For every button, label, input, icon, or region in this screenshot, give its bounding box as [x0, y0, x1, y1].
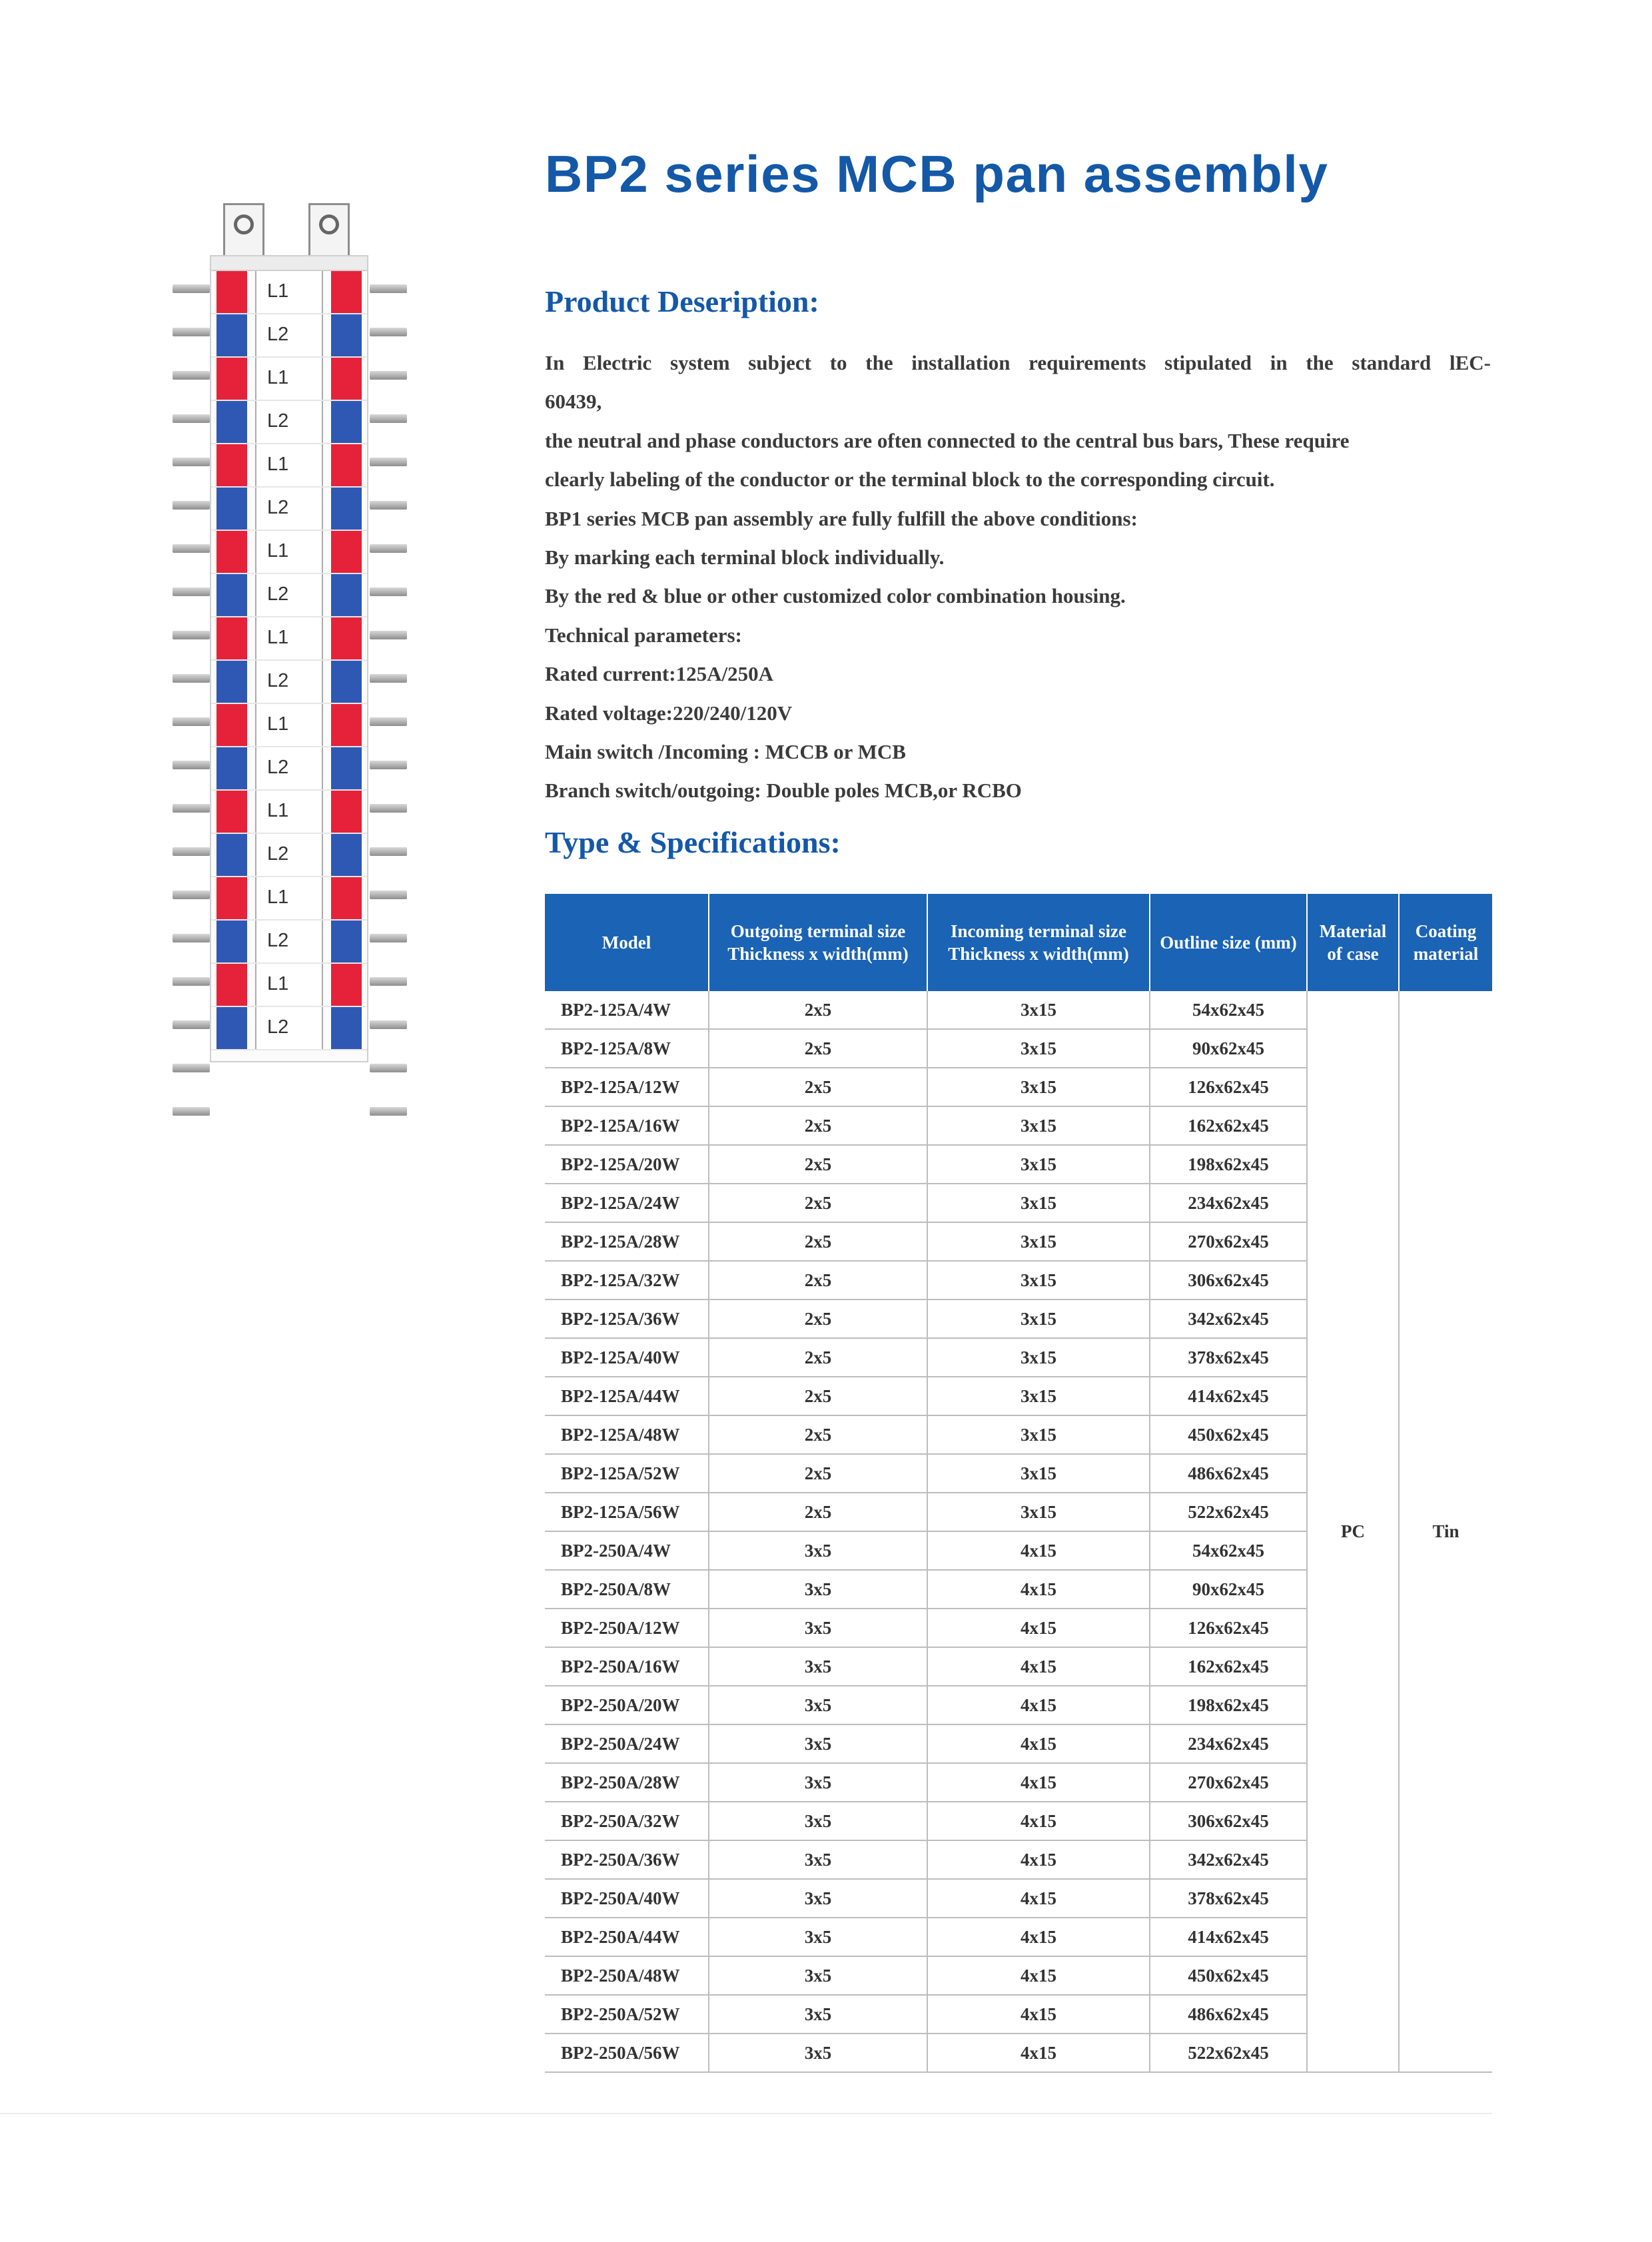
segment-label: L1: [267, 887, 289, 908]
busbar-pin: [173, 674, 210, 683]
busbar-pin: [173, 587, 210, 596]
cell-outline: 198x62x45: [1150, 1686, 1307, 1724]
segment-label: L1: [267, 454, 289, 475]
cell-model: BP2-250A/52W: [545, 1995, 709, 2034]
description-line: Branch switch/outgoing: Double poles MCB,or RCBO: [545, 779, 1022, 803]
cell-outline: 54x62x45: [1150, 1531, 1307, 1570]
color-strip: [216, 531, 247, 573]
busbar-pin: [370, 1107, 407, 1116]
description-line: Technical parameters:: [545, 623, 742, 647]
cell-incoming: 4x15: [927, 1609, 1150, 1647]
terminal-label: [255, 531, 323, 573]
description-line: the neutral and phase conductors are often connected to the central bus bars, These require: [545, 428, 1350, 452]
busbar-pin: [173, 1064, 210, 1072]
cell-outgoing: 2x5: [709, 1493, 927, 1531]
cell-outgoing: 3x5: [709, 1609, 927, 1647]
cell-model: BP2-250A/56W: [545, 2034, 709, 2072]
terminal-label: [255, 964, 323, 1006]
cell-model: BP2-125A/48W: [545, 1415, 709, 1454]
terminal-segment: [211, 617, 367, 661]
cell-outline: 234x62x45: [1150, 1724, 1307, 1763]
cell-outline: 270x62x45: [1150, 1222, 1307, 1261]
color-strip: [216, 834, 247, 876]
cell-outline: 486x62x45: [1150, 1454, 1307, 1493]
cell-outgoing: 3x5: [709, 1956, 927, 1995]
color-strip: [331, 401, 362, 443]
cell-outgoing: 2x5: [709, 1145, 927, 1184]
cell-outgoing: 2x5: [709, 1338, 927, 1377]
product-description: [545, 344, 1491, 811]
color-strip: [331, 314, 362, 356]
color-strip: [216, 791, 247, 833]
cell-incoming: 4x15: [927, 1531, 1150, 1570]
cell-model: BP2-125A/32W: [545, 1261, 709, 1300]
specifications-heading: Type & Specifications:: [545, 825, 841, 859]
terminal-label: [255, 1007, 323, 1049]
cell-model: BP2-125A/28W: [545, 1222, 709, 1261]
cell-model: BP2-125A/40W: [545, 1338, 709, 1377]
terminal-segment: [211, 877, 367, 921]
terminal-segment: [211, 704, 367, 747]
cell-outline: 306x62x45: [1150, 1802, 1307, 1840]
description-line: 60439,: [545, 390, 602, 414]
cell-outgoing: 3x5: [709, 1840, 927, 1879]
cell-outline: 522x62x45: [1150, 2034, 1307, 2072]
color-strip: [216, 314, 247, 356]
terminal-label: [255, 314, 323, 356]
terminal-segment: [211, 401, 367, 444]
segment-label: L2: [267, 670, 289, 691]
color-strip: [331, 661, 362, 703]
terminal-segment: [211, 358, 367, 401]
cell-outgoing: 3x5: [709, 1763, 927, 1802]
color-strip: [331, 747, 362, 789]
color-strip: [216, 747, 247, 789]
color-strip: [331, 1007, 362, 1049]
terminal-label: [255, 704, 323, 746]
cell-incoming: 4x15: [927, 2034, 1150, 2072]
cell-outgoing: 3x5: [709, 1918, 927, 1956]
color-strip: [216, 401, 247, 443]
cell-incoming: 3x15: [927, 1029, 1150, 1068]
cell-outline: 342x62x45: [1150, 1300, 1307, 1338]
busbar-pin: [173, 1020, 210, 1029]
cell-outline: 378x62x45: [1150, 1879, 1307, 1918]
segment-label: L2: [267, 410, 289, 432]
cell-outgoing: 3x5: [709, 2034, 927, 2072]
busbar-pin: [173, 977, 210, 986]
terminal-label: [255, 617, 323, 659]
terminal-segment: [211, 444, 367, 488]
color-strip: [331, 704, 362, 746]
cell-incoming: 4x15: [927, 1840, 1150, 1879]
terminal-lug-right: [308, 203, 350, 263]
terminal-label: [255, 834, 323, 876]
busbar-pin: [370, 674, 407, 683]
color-strip: [331, 791, 362, 833]
busbar-pin: [173, 544, 210, 553]
segment-label: L1: [267, 627, 289, 648]
busbar-pin: [370, 414, 407, 423]
cell-material: PC: [1307, 991, 1399, 2072]
cell-model: BP2-250A/8W: [545, 1570, 709, 1609]
color-strip: [331, 444, 362, 486]
cell-outline: 342x62x45: [1150, 1840, 1307, 1879]
specifications-table: [545, 894, 1492, 2073]
cell-model: BP2-125A/56W: [545, 1493, 709, 1531]
cell-outgoing: 3x5: [709, 1647, 927, 1686]
color-strip: [331, 834, 362, 876]
description-heading: Product Deseription:: [545, 284, 819, 318]
cell-outgoing: 3x5: [709, 1570, 927, 1609]
terminal-segment: [211, 661, 367, 704]
busbar-pin: [370, 371, 407, 380]
segment-label: L2: [267, 497, 289, 518]
cell-incoming: 4x15: [927, 1763, 1150, 1802]
busbar-pin: [370, 977, 407, 986]
color-strip: [216, 921, 247, 962]
cell-model: BP2-250A/24W: [545, 1724, 709, 1763]
color-strip: [216, 964, 247, 1006]
description-line: By the red & blue or other customized color combination housing.: [545, 584, 1126, 608]
terminal-segment: [211, 747, 367, 791]
cell-model: BP2-125A/44W: [545, 1377, 709, 1415]
cell-model: BP2-125A/4W: [545, 991, 709, 1029]
cell-incoming: 3x15: [927, 1068, 1150, 1106]
segment-label: L2: [267, 1016, 289, 1038]
color-strip: [331, 358, 362, 400]
cell-outline: 90x62x45: [1150, 1029, 1307, 1068]
description-line: By marking each terminal block individually.: [545, 546, 945, 569]
terminal-label: [255, 444, 323, 486]
cell-outline: 90x62x45: [1150, 1570, 1307, 1609]
cell-outgoing: 2x5: [709, 1377, 927, 1415]
cell-incoming: 3x15: [927, 1145, 1150, 1184]
cell-outline: 414x62x45: [1150, 1377, 1307, 1415]
cell-outgoing: 3x5: [709, 1995, 927, 2034]
cell-outline: 234x62x45: [1150, 1184, 1307, 1222]
segment-label: L2: [267, 843, 289, 865]
color-strip: [331, 877, 362, 919]
cell-model: BP2-250A/28W: [545, 1763, 709, 1802]
busbar-pin: [370, 328, 407, 336]
busbar-pin: [370, 631, 407, 639]
busbar-pin: [370, 1020, 407, 1029]
terminal-label: [255, 358, 323, 400]
cell-model: BP2-250A/36W: [545, 1840, 709, 1879]
cell-outgoing: 3x5: [709, 1686, 927, 1724]
table-header-row: [545, 894, 1492, 991]
busbar-pin: [370, 717, 407, 726]
description-line: clearly labeling of the conductor or the terminal block to the corresponding circuit.: [545, 468, 1275, 492]
terminal-label: [255, 921, 323, 962]
busbar-pin: [173, 761, 210, 769]
cell-incoming: 3x15: [927, 1222, 1150, 1261]
cell-outline: 126x62x45: [1150, 1609, 1307, 1647]
cell-model: BP2-250A/32W: [545, 1802, 709, 1840]
terminal-label: [255, 574, 323, 616]
color-strip: [331, 531, 362, 573]
header-outline-size: Outline size (mm): [1150, 894, 1307, 991]
cell-incoming: 4x15: [927, 1879, 1150, 1918]
cell-model: BP2-125A/36W: [545, 1300, 709, 1338]
terminal-label: [255, 791, 323, 833]
color-strip: [216, 661, 247, 703]
color-strip: [331, 488, 362, 530]
cell-outline: 450x62x45: [1150, 1415, 1307, 1454]
color-strip: [331, 271, 362, 313]
busbar-pin: [370, 501, 407, 510]
cell-incoming: 4x15: [927, 1647, 1150, 1686]
terminal-segment: [211, 1007, 367, 1050]
cell-outline: 54x62x45: [1150, 991, 1307, 1029]
segment-label: L1: [267, 540, 289, 561]
terminal-segment: [211, 921, 367, 964]
cell-outgoing: 3x5: [709, 1802, 927, 1840]
cell-outgoing: 2x5: [709, 1029, 927, 1068]
cell-outline: 306x62x45: [1150, 1261, 1307, 1300]
product-image: [170, 203, 410, 1062]
cell-outgoing: 3x5: [709, 1879, 927, 1918]
cell-model: BP2-125A/52W: [545, 1454, 709, 1493]
segment-label: L1: [267, 713, 289, 735]
footer-divider: [0, 2113, 1492, 2114]
cell-incoming: 3x15: [927, 1415, 1150, 1454]
cell-outgoing: 2x5: [709, 1415, 927, 1454]
cell-model: BP2-125A/8W: [545, 1029, 709, 1068]
cell-incoming: 3x15: [927, 991, 1150, 1029]
segment-label: L2: [267, 757, 289, 778]
cell-outline: 522x62x45: [1150, 1493, 1307, 1531]
busbar-pin: [370, 934, 407, 942]
housing-top-cap: [210, 255, 368, 271]
busbar-pin: [173, 1107, 210, 1116]
cell-outline: 162x62x45: [1150, 1647, 1307, 1686]
cell-incoming: 4x15: [927, 1686, 1150, 1724]
color-strip: [331, 574, 362, 616]
color-strip: [331, 964, 362, 1006]
page-title: BP2 series MCB pan assembly: [545, 145, 1329, 203]
cell-incoming: 3x15: [927, 1493, 1150, 1531]
description-line: In Electric system subject to the installation requirements stipulated in the standard lEC-: [545, 351, 1491, 374]
busbar-pin: [370, 284, 407, 293]
terminal-lug-left: [223, 203, 264, 263]
terminal-segment: [211, 488, 367, 531]
terminal-label: [255, 401, 323, 443]
cell-outgoing: 2x5: [709, 1454, 927, 1493]
busbar-pin: [173, 501, 210, 510]
cell-incoming: 3x15: [927, 1300, 1150, 1338]
description-line: Main switch /Incoming : MCCB or MCB: [545, 740, 906, 764]
cell-incoming: 4x15: [927, 1724, 1150, 1763]
description-line: Rated voltage:220/240/120V: [545, 701, 793, 725]
header-incoming-terminal-size: Incoming terminal size Thickness x width(mm): [927, 894, 1150, 991]
busbar-pin: [370, 1064, 407, 1072]
color-strip: [216, 704, 247, 746]
busbar-pin: [370, 804, 407, 813]
busbar-pin: [173, 414, 210, 423]
terminal-segment: [211, 964, 367, 1007]
segment-label: L1: [267, 973, 289, 994]
color-strip: [216, 488, 247, 530]
busbar-pin: [370, 847, 407, 856]
color-strip: [216, 574, 247, 616]
cell-outgoing: 2x5: [709, 991, 927, 1029]
terminal-label: [255, 271, 323, 313]
busbar-pin: [173, 328, 210, 336]
header-coating-material: Coating material: [1399, 894, 1492, 991]
cell-outline: 162x62x45: [1150, 1106, 1307, 1145]
description-line: BP1 series MCB pan assembly are fully fulfill the above conditions:: [545, 506, 1138, 530]
cell-outgoing: 2x5: [709, 1222, 927, 1261]
cell-incoming: 4x15: [927, 1570, 1150, 1609]
cell-outgoing: 3x5: [709, 1724, 927, 1763]
color-strip: [331, 617, 362, 659]
cell-outline: 198x62x45: [1150, 1145, 1307, 1184]
cell-model: BP2-250A/12W: [545, 1609, 709, 1647]
busbar-pin: [173, 631, 210, 639]
table-row: [545, 991, 1492, 1029]
cell-incoming: 4x15: [927, 1802, 1150, 1840]
cell-model: BP2-250A/48W: [545, 1956, 709, 1995]
cell-model: BP2-250A/20W: [545, 1686, 709, 1724]
cell-model: BP2-250A/44W: [545, 1918, 709, 1956]
header-model: Model: [545, 894, 709, 991]
busbar-pin: [173, 371, 210, 380]
cell-model: BP2-250A/40W: [545, 1879, 709, 1918]
busbar-pin: [173, 717, 210, 726]
description-line: Rated current:125A/250A: [545, 662, 773, 686]
cell-incoming: 3x15: [927, 1377, 1150, 1415]
cell-incoming: 3x15: [927, 1338, 1150, 1377]
color-strip: [216, 877, 247, 919]
segment-label: L1: [267, 367, 289, 388]
cell-outline: 270x62x45: [1150, 1763, 1307, 1802]
busbar-pin: [370, 891, 407, 899]
cell-outgoing: 2x5: [709, 1184, 927, 1222]
terminal-label: [255, 877, 323, 919]
busbar-pin: [173, 891, 210, 899]
cell-incoming: 4x15: [927, 1918, 1150, 1956]
busbar-pin: [173, 847, 210, 856]
busbar-pin: [370, 587, 407, 596]
busbar-pin: [173, 934, 210, 942]
cell-incoming: 4x15: [927, 1995, 1150, 2034]
segment-label: L2: [267, 583, 289, 605]
cell-outline: 414x62x45: [1150, 1918, 1307, 1956]
cell-outline: 486x62x45: [1150, 1995, 1307, 2034]
busbar-pin: [173, 284, 210, 293]
terminal-segment: [211, 791, 367, 834]
terminal-label: [255, 488, 323, 530]
cell-model: BP2-250A/16W: [545, 1647, 709, 1686]
terminal-segment: [211, 531, 367, 574]
segment-label: L1: [267, 280, 289, 302]
segment-label: L2: [267, 324, 289, 345]
cell-incoming: 3x15: [927, 1106, 1150, 1145]
cell-incoming: 3x15: [927, 1261, 1150, 1300]
busbar-pin: [370, 761, 407, 769]
busbar-pin: [173, 804, 210, 813]
terminal-label: [255, 747, 323, 789]
busbar-pin: [173, 458, 210, 466]
segment-label: L2: [267, 930, 289, 951]
cell-incoming: 3x15: [927, 1184, 1150, 1222]
color-strip: [216, 1007, 247, 1049]
busbar-pin: [370, 544, 407, 553]
cell-model: BP2-250A/4W: [545, 1531, 709, 1570]
cell-outline: 378x62x45: [1150, 1338, 1307, 1377]
header-outgoing-terminal-size: Outgoing terminal size Thickness x width(mm): [709, 894, 927, 991]
cell-model: BP2-125A/20W: [545, 1145, 709, 1184]
cell-model: BP2-125A/12W: [545, 1068, 709, 1106]
header-material-of-case: Material of case: [1307, 894, 1399, 991]
color-strip: [216, 358, 247, 400]
color-strip: [216, 444, 247, 486]
cell-incoming: 4x15: [927, 1956, 1150, 1995]
terminal-label: [255, 661, 323, 703]
color-strip: [216, 617, 247, 659]
terminal-segments: [211, 271, 367, 1050]
cell-outgoing: 2x5: [709, 1106, 927, 1145]
cell-outline: 450x62x45: [1150, 1956, 1307, 1995]
terminal-segment: [211, 574, 367, 617]
color-strip: [216, 271, 247, 313]
color-strip: [331, 921, 362, 962]
terminal-segment: [211, 314, 367, 358]
cell-outgoing: 3x5: [709, 1531, 927, 1570]
cell-coating: Tin: [1399, 991, 1492, 2072]
terminal-segment: [211, 271, 367, 314]
cell-outgoing: 2x5: [709, 1261, 927, 1300]
cell-outgoing: 2x5: [709, 1068, 927, 1106]
cell-incoming: 3x15: [927, 1454, 1150, 1493]
cell-model: BP2-125A/24W: [545, 1184, 709, 1222]
busbar-pin: [370, 458, 407, 466]
terminal-segment: [211, 834, 367, 877]
cell-outgoing: 2x5: [709, 1300, 927, 1338]
segment-label: L1: [267, 800, 289, 821]
cell-model: BP2-125A/16W: [545, 1106, 709, 1145]
cell-outline: 126x62x45: [1150, 1068, 1307, 1106]
